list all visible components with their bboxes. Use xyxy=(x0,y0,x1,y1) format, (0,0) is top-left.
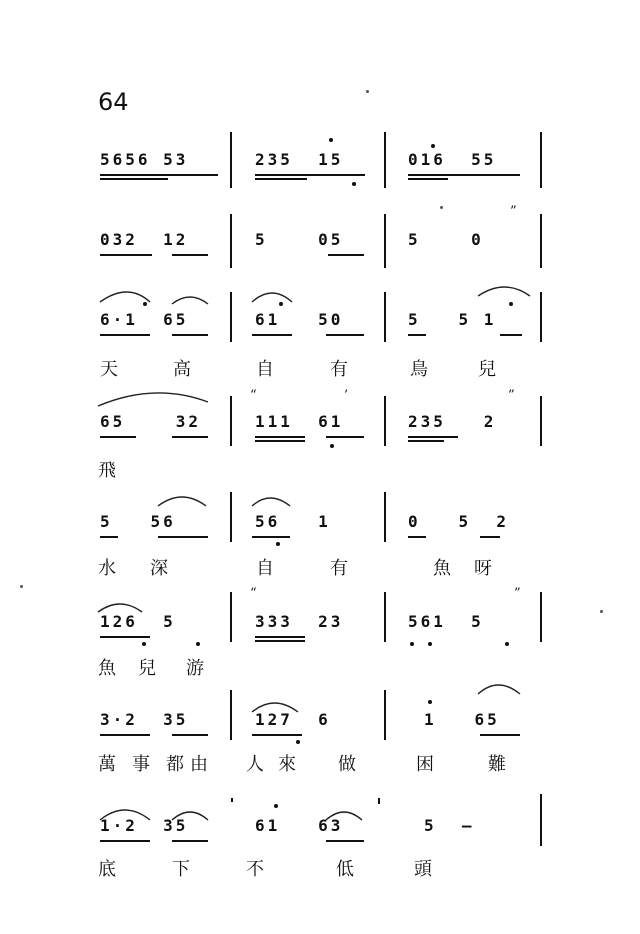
underline xyxy=(100,254,152,256)
underline xyxy=(158,536,208,538)
measure: 235 15 xyxy=(255,150,344,169)
lyric: 兒 xyxy=(138,658,156,679)
lyric: 都 xyxy=(166,754,184,775)
underline xyxy=(252,536,290,538)
barline xyxy=(230,132,232,188)
underline xyxy=(172,840,208,842)
octave-dot xyxy=(196,642,200,646)
octave-dot xyxy=(329,138,333,142)
lyric: 難 xyxy=(488,754,506,775)
lyric: 人 xyxy=(246,754,264,775)
octave-dot xyxy=(276,542,280,546)
underline xyxy=(500,334,522,336)
underline xyxy=(255,640,305,642)
barline xyxy=(230,396,232,446)
lyric: 自 xyxy=(256,558,274,579)
measure: 5 05 xyxy=(255,230,344,249)
lyric: 事 xyxy=(132,754,150,775)
underline xyxy=(172,254,208,256)
underline xyxy=(172,734,208,736)
measure: 3·2 35 xyxy=(100,710,189,729)
measure: 56 1 xyxy=(255,512,331,531)
lyric: 水 xyxy=(98,558,116,579)
breath-mark: ” xyxy=(508,388,515,403)
barline xyxy=(378,798,380,804)
measure: 61 63 xyxy=(255,816,344,835)
lyric: 兒 xyxy=(478,359,496,380)
measure: 61 50 xyxy=(255,310,344,329)
octave-dot xyxy=(330,444,334,448)
underline xyxy=(252,734,302,736)
underline xyxy=(408,178,448,180)
breath-mark: “ xyxy=(250,388,257,403)
lyric: 萬 xyxy=(98,754,116,775)
barline xyxy=(384,592,386,642)
measure: 5 56 xyxy=(100,512,176,531)
octave-dot xyxy=(410,642,414,646)
lyric: 深 xyxy=(150,558,168,579)
underline xyxy=(100,734,150,736)
lyric: 呀 xyxy=(474,558,492,579)
lyric: 游 xyxy=(186,658,204,679)
scan-speck xyxy=(440,206,443,209)
underline xyxy=(100,840,150,842)
measure: 126 5 xyxy=(100,612,176,631)
barline xyxy=(384,396,386,446)
underline xyxy=(255,636,305,638)
lyric: 天 xyxy=(100,359,118,380)
underline xyxy=(100,636,150,638)
underline xyxy=(172,436,208,438)
underline xyxy=(255,178,307,180)
measure: 5 5 1 xyxy=(408,310,497,329)
octave-dot xyxy=(274,804,278,808)
barline xyxy=(540,214,542,268)
underline xyxy=(100,334,150,336)
measure: 127 6 xyxy=(255,710,331,729)
slur xyxy=(98,604,142,612)
lyric: 下 xyxy=(172,859,190,880)
measure: 032 12 xyxy=(100,230,189,249)
measure: 235 2 xyxy=(408,412,497,431)
measure: 1·2 35 xyxy=(100,816,189,835)
underline xyxy=(480,536,500,538)
barline xyxy=(384,690,386,740)
lyric: 困 xyxy=(416,754,434,775)
barline xyxy=(230,690,232,740)
barline xyxy=(540,794,542,846)
octave-dot xyxy=(296,740,300,744)
barline xyxy=(230,292,232,342)
lyric: 頭 xyxy=(414,859,432,880)
octave-dot xyxy=(428,700,432,704)
breath-mark: ” xyxy=(514,586,521,601)
lyric: 有 xyxy=(330,558,348,579)
lyric: 低 xyxy=(336,859,354,880)
lyric: 做 xyxy=(338,754,356,775)
underline xyxy=(408,334,426,336)
octave-dot xyxy=(142,642,146,646)
underline xyxy=(326,840,364,842)
octave-dot xyxy=(279,302,283,306)
slur xyxy=(98,393,208,406)
underline xyxy=(255,440,305,442)
slur xyxy=(252,498,290,506)
measure: 0 5 2 xyxy=(408,512,510,531)
underline xyxy=(100,536,118,538)
underline xyxy=(252,334,292,336)
lyric: 不 xyxy=(246,859,264,880)
measure: 5656 53 xyxy=(100,150,189,169)
underline xyxy=(480,734,520,736)
underline xyxy=(326,436,364,438)
underline xyxy=(100,178,168,180)
lyric: 自 xyxy=(256,359,274,380)
barline xyxy=(540,592,542,642)
slur xyxy=(158,497,206,506)
slur xyxy=(252,293,292,302)
octave-dot xyxy=(428,642,432,646)
underline xyxy=(172,334,208,336)
barline xyxy=(384,214,386,268)
measure: 6·1 65 xyxy=(100,310,189,329)
octave-dot xyxy=(505,642,509,646)
measure: 016 55 xyxy=(408,150,497,169)
measure: 111 61 xyxy=(255,412,344,431)
scan-speck xyxy=(366,90,369,93)
lyric: 魚 xyxy=(98,658,116,679)
breath-mark: ” xyxy=(510,204,517,219)
lyric: 飛 xyxy=(98,460,116,481)
measure: 65 32 xyxy=(100,412,202,431)
underline xyxy=(100,436,136,438)
scan-speck xyxy=(20,585,23,588)
barline xyxy=(231,798,233,802)
octave-dot xyxy=(509,302,513,306)
underline xyxy=(408,174,520,176)
barline xyxy=(230,592,232,642)
barline xyxy=(384,492,386,542)
underline xyxy=(255,436,305,438)
barline xyxy=(230,214,232,268)
barline xyxy=(384,132,386,188)
lyric: 來 xyxy=(278,754,296,775)
measure: 561 5 xyxy=(408,612,484,631)
underline xyxy=(326,334,364,336)
octave-dot xyxy=(352,182,356,186)
lyric: 有 xyxy=(330,359,348,380)
octave-dot xyxy=(431,144,435,148)
underline xyxy=(255,174,365,176)
barline xyxy=(384,292,386,342)
measure: 5 — xyxy=(424,816,475,835)
lyric: 由 xyxy=(190,754,208,775)
page-number: 64 xyxy=(98,88,129,116)
lyric: 魚 xyxy=(433,558,451,579)
scan-speck xyxy=(600,610,603,613)
slur xyxy=(478,685,520,694)
underline xyxy=(408,436,458,438)
slur xyxy=(478,287,530,296)
measure: 333 23 xyxy=(255,612,344,631)
octave-dot xyxy=(143,302,147,306)
underline xyxy=(100,174,218,176)
lyric: 高 xyxy=(173,359,191,380)
underline xyxy=(328,254,364,256)
barline xyxy=(540,396,542,446)
barline xyxy=(540,132,542,188)
barline xyxy=(230,492,232,542)
lyric: 鳥 xyxy=(410,359,428,380)
breath-mark: ’ xyxy=(344,388,349,403)
slur xyxy=(100,292,150,302)
breath-mark: “ xyxy=(250,586,257,601)
underline xyxy=(408,536,426,538)
measure: 5 0 xyxy=(408,230,484,249)
slur xyxy=(172,297,208,304)
underline xyxy=(408,440,444,442)
barline xyxy=(540,292,542,342)
measure: 1 65 xyxy=(424,710,500,729)
lyric: 底 xyxy=(98,859,116,880)
